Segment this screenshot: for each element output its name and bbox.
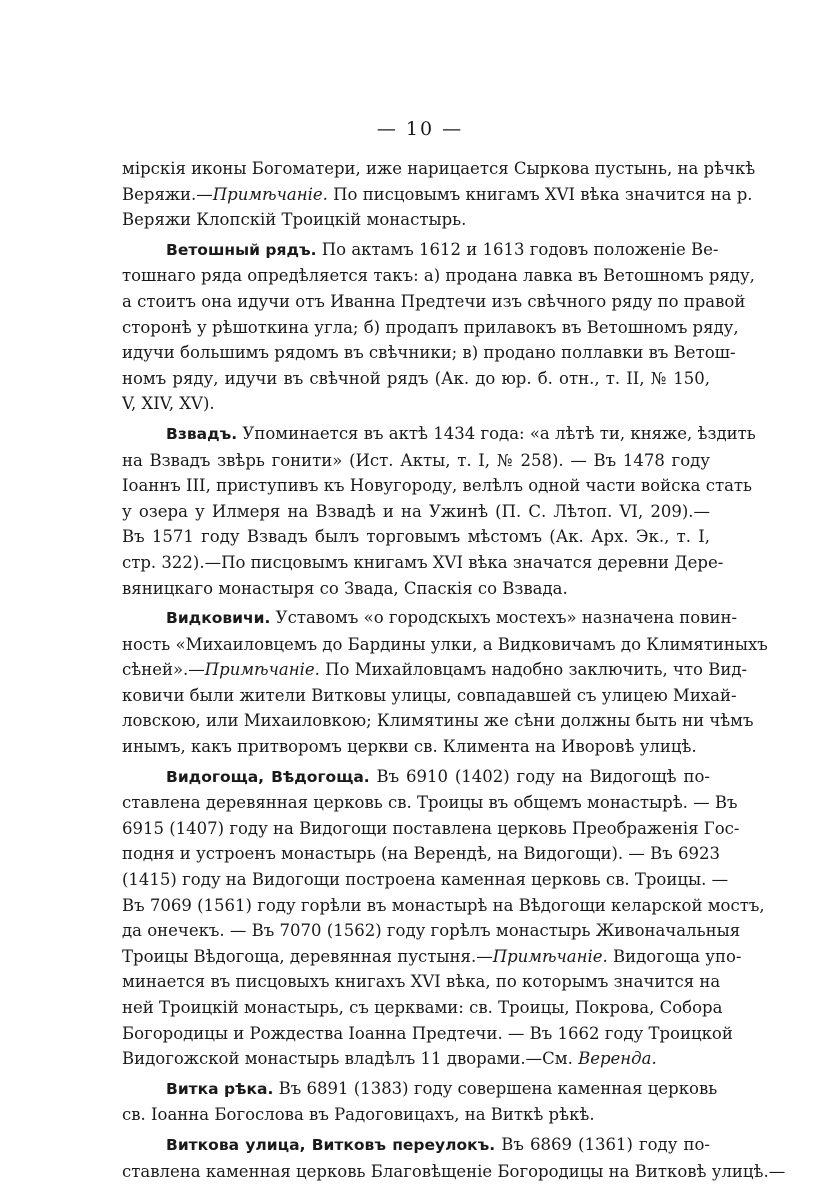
- text-line: сторонѣ у рѣшоткина угла; б) продапъ прилавокъ въ Ветошномъ ряду,: [122, 317, 739, 337]
- entry-text: По актамъ 1612 и 1613 годовъ положеніе Ве-: [316, 239, 719, 259]
- text-line: инымъ, какъ притворомъ церкви св. Климента на Иворовѣ улицѣ.: [122, 737, 697, 757]
- entry-text: Видогоща упо-: [607, 946, 742, 966]
- text-line: ставлена деревянная церковь св. Троицы въ общемъ монастырѣ. — Въ: [122, 793, 738, 813]
- entry-heading: Видковичи.: [166, 609, 271, 628]
- text-line: V, XIV, XV).: [122, 394, 215, 414]
- text-body: [122, 156, 786, 1188]
- entry-text: По Михайловцамъ надобно заключить, что Вид-: [319, 660, 748, 680]
- text-line: стр. 322).—По писцовымъ книгамъ XVI вѣка значатся деревни Дере-: [122, 552, 724, 572]
- text-line: да онечекъ. — Въ 7070 (1562) году горѣлъ монастырь Живоначальныя: [122, 921, 741, 941]
- text-line: [122, 764, 710, 791]
- text-line: [122, 605, 738, 632]
- note-label: Примѣчаніе.: [492, 946, 608, 966]
- text-line: 6915 (1407) году на Видогощи поставлена церковь Преображенія Гос-: [122, 818, 740, 838]
- note-label: Примѣчаніе.: [204, 660, 320, 680]
- entry-heading: Витка рѣка.: [166, 1079, 274, 1098]
- text-line: [122, 421, 756, 448]
- entry-text: Въ 6910 (1402) году на Видогощѣ по-: [369, 766, 710, 786]
- text-line: [122, 182, 753, 208]
- entry: [122, 1132, 786, 1184]
- text-line: а стоитъ она идучи отъ Иванна Предтечи изъ свѣчного ряду по правой: [122, 291, 746, 311]
- text-line: св. Іоанна Богослова въ Радоговицахъ, на Виткѣ рѣкѣ.: [122, 1105, 595, 1125]
- text-line: [122, 657, 748, 683]
- entry: [122, 156, 756, 233]
- text-line: у озера у Илмеря на Взвадѣ и на Ужинѣ (П. С. Лѣтоп. VI, 209).—: [122, 501, 710, 521]
- text-line: минается въ писцовыхъ книгахъ XVI вѣка, по которымъ значится на: [122, 972, 721, 992]
- text-line: Въ 1571 году Взвадъ былъ торговымъ мѣстомъ (Ак. Арх. Эк., т. I,: [122, 527, 710, 547]
- text-line: ставлена каменная церковь Благовѣщеніе Богородицы на Витковѣ улицѣ.—: [122, 1161, 786, 1181]
- note-label: Веренда.: [578, 1049, 657, 1069]
- entry-text: Въ 6869 (1361) году по-: [495, 1134, 710, 1154]
- text-line: подня и устроенъ монастырь (на Верендѣ, на Видогощи). — Въ 6923: [122, 844, 721, 864]
- note-label: Примѣчаніе.: [212, 184, 328, 204]
- text-line: Веряжи Клопскій Троицкій монастырь.: [122, 210, 467, 230]
- text-line: ность «Михаиловцемъ до Бардины улки, а Видковичамъ до Климятиныхъ: [122, 634, 768, 654]
- entry-heading: Виткова улица, Витковъ переулокъ.: [166, 1135, 496, 1154]
- entry-text: Троицы Вѣдогоща, деревянная пустыня.—: [122, 946, 493, 966]
- entry-heading: Ветошный рядъ.: [166, 240, 317, 259]
- entry: [122, 605, 768, 760]
- entry: [122, 421, 756, 601]
- entry-text: Веряжи.—: [122, 184, 213, 204]
- entry: [122, 1076, 718, 1128]
- text-line: номъ ряду, идучи въ свѣчной рядъ (Ак. до юр. б. отн., т. II, № 150,: [122, 368, 710, 388]
- entry: [122, 764, 765, 1072]
- entry-text: Въ 6891 (1383) году совершена каменная церковь: [273, 1078, 718, 1098]
- text-line: ней Троицкій монастырь, съ церквами: св. Троицы, Покрова, Собора: [122, 998, 723, 1017]
- page-number: — 10 —: [376, 118, 464, 140]
- text-line: мірскія иконы Богоматери, иже нарицается Сыркова пустынь, на рѣчкѣ: [122, 159, 756, 178]
- entry-text: Уставомъ «о городскыхъ мостехъ» назначена повин-: [270, 608, 738, 628]
- text-line: идучи большимъ рядомъ въ свѣчники; в) продано поллавки въ Ветош-: [122, 343, 736, 363]
- entry-text: Упоминается въ актѣ 1434 года: «а лѣтѣ ти, княже, ѣздить: [237, 423, 756, 443]
- text-line: Въ 7069 (1561) году горѣли въ монастырѣ на Вѣдогощи келарской мостъ,: [122, 895, 765, 915]
- text-line: [122, 237, 719, 264]
- entry-text: По писцовымъ книгамъ XVI вѣка значится на р.: [327, 184, 753, 204]
- text-line: [122, 1076, 718, 1103]
- text-line: вяницкаго монастыря со Звада, Спаскія со Взвада.: [122, 578, 568, 598]
- text-line: на Взвадъ звѣрь гонити» (Ист. Акты, т. I, № 258). — Въ 1478 году: [122, 450, 710, 470]
- text-line: (1415) году на Видогощи построена каменная церковь св. Троицы. —: [122, 870, 729, 890]
- text-line: [122, 944, 742, 970]
- entry-heading: Взвадъ.: [166, 424, 238, 443]
- text-line: ковичи были жители Витковы улицы, совпадавшей съ улицею Михай-: [122, 685, 737, 705]
- entry: [122, 237, 755, 417]
- entry-text: Видогожской монастырь владѣлъ 11 дворами.—См.: [122, 1049, 579, 1069]
- text-line: [122, 1132, 710, 1159]
- text-line: тошнаго ряда опредѣляется такъ: а) продана лавка въ Ветошномъ ряду,: [122, 266, 755, 286]
- text-line: ловскою, или Михаиловкою; Климятины же сѣни должны быть ни чѣмъ: [122, 711, 754, 731]
- entry-text: сѣней».—: [122, 660, 205, 680]
- text-line: Богородицы и Рождества Іоанна Предтечи. — Въ 1662 году Троицкой: [122, 1023, 733, 1043]
- entry-heading: Видогоща, Вѣдогоща.: [166, 767, 370, 786]
- text-line: Іоаннъ III, приступивъ къ Новугороду, велѣлъ одной части войска стать: [122, 476, 753, 496]
- text-line: [122, 1046, 710, 1072]
